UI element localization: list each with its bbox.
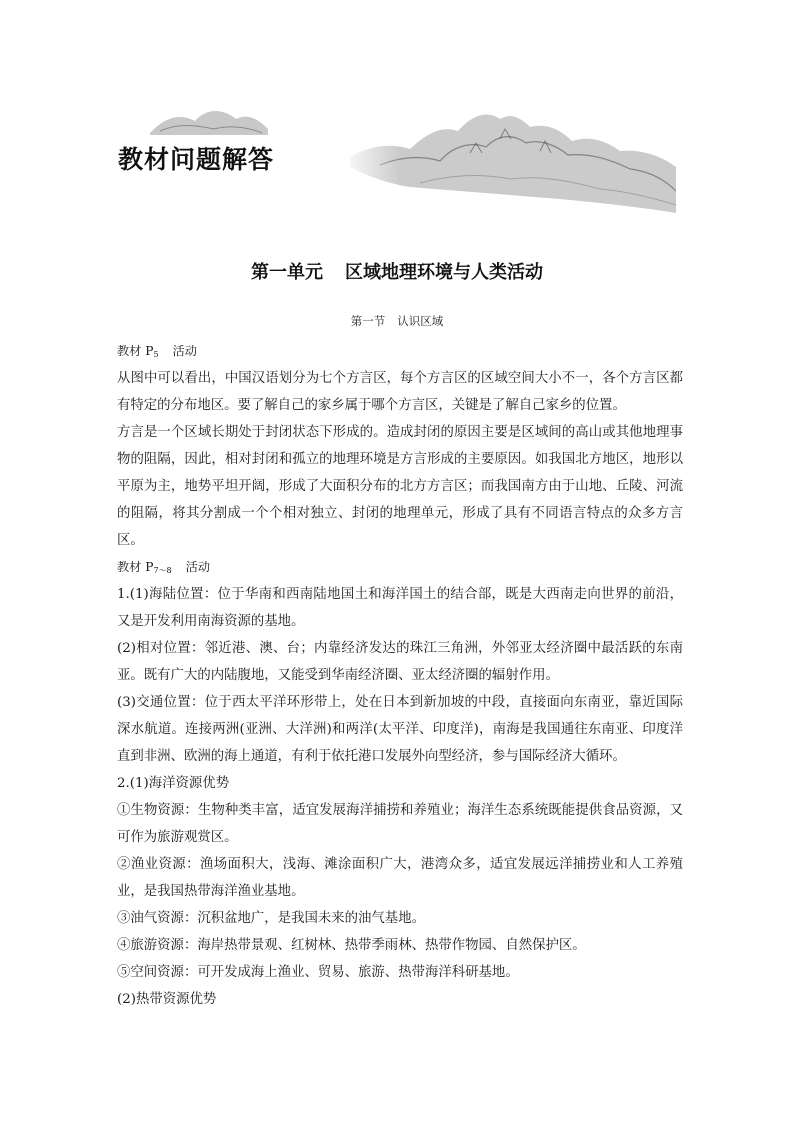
answer-paragraph: ②渔业资源：渔场面积大，浅海、滩涂面积广大，港湾众多，适宜发展远洋捕捞业和人工养殖业，是我国热带海洋渔业基地。 [117, 857, 683, 899]
answer-paragraph: (2)热带资源优势 [117, 992, 217, 1007]
page-title: 教材问题解答 [118, 145, 275, 174]
answer-paragraph: (3)交通位置：位于西太平洋环形带上，处在日本到新加坡的中段，直接面向东南亚，靠近国际深水航道。连接两洲(亚洲、大洋洲)和两洋(太平洋、印度洋)，南海是我国通往东南亚、印度洋直到非洲、欧洲的海上通道，有利于依托港口发展外向型经济，参与国际经济大循环。 [117, 695, 683, 764]
answer-paragraph: (2)相对位置：邻近港、澳、台；内靠经济发达的珠江三角洲，外邻亚太经济圈中最活跃的东南亚。既有广大的内陆腹地，又能受到华南经济圈、亚太经济圈的辐射作用。 [117, 641, 683, 683]
answer-paragraph: ③油气资源：沉积盆地广，是我国未来的油气基地。 [117, 911, 425, 926]
textbook-reference: 教材 $P_{7\sim 8}$ 活动 [117, 560, 211, 575]
answer-paragraph: ⑤空间资源：可开发成海上渔业、贸易、旅游、热带海洋科研基地。 [117, 965, 519, 980]
answer-paragraph: 2.(1)海洋资源优势 [117, 776, 230, 791]
answer-content [117, 338, 683, 1013]
unit-number: 第一单元 [251, 262, 323, 283]
answer-paragraph: ④旅游资源：海岸热带景观、红树林、热带季雨林、热带作物园、自然保护区。 [117, 938, 586, 953]
unit-name: 区域地理环境与人类活动 [345, 262, 543, 283]
answer-paragraph: 方言是一个区域长期处于封闭状态下形成的。造成封闭的原因主要是区域间的高山或其他地理事物的阻隔，因此，相对封闭和孤立的地理环境是方言形成的主要原因。如我国北方地区，地形以平原为主，地势平坦开阔，形成了大面积分布的北方方言区；而我国南方由于山地、丘陵、河流的阻隔，将其分割成一个个相对独立、封闭的地理单元，形成了具有不同语言特点的众多方言区。 [117, 425, 683, 548]
section-name: 认识区域 [397, 314, 444, 328]
section-heading [0, 313, 794, 329]
textbook-reference: 教材 $P_5$ 活动 [117, 344, 197, 359]
answer-paragraph: 1.(1)海陆位置：位于华南和西南陆地国土和海洋国土的结合部，既是大西南走向世界的前沿，又是开发利用南海资源的基地。 [117, 587, 683, 629]
answer-paragraph: ①生物资源：生物种类丰富，适宜发展海洋捕捞和养殖业；海洋生态系统既能提供食品资源，又可作为旅游观赏区。 [117, 803, 683, 845]
unit-heading [0, 258, 794, 284]
answer-paragraph: 从图中可以看出，中国汉语划分为七个方言区，每个方言区的区域空间大小不一，各个方言区都有特定的分布地区。要了解自己的家乡属于哪个方言区，关键是了解自己家乡的位置。 [117, 371, 683, 413]
section-number: 第一节 [350, 314, 386, 328]
